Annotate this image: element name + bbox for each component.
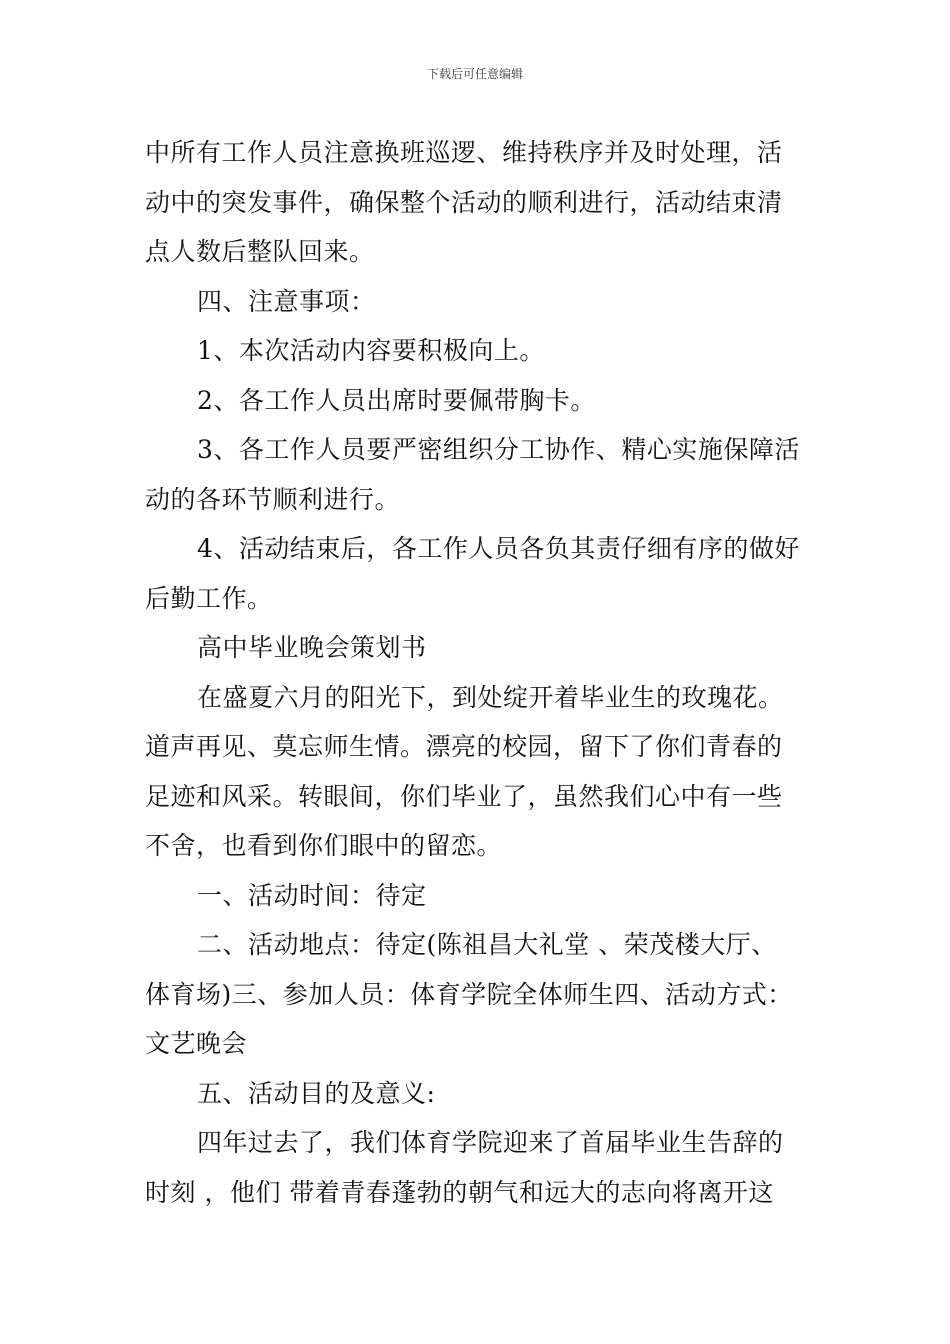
list-item: 4、活动结束后，各工作人员各负其责仔细有序的做好 (197, 534, 800, 563)
text-line: 文艺晚会 (145, 1029, 248, 1058)
document-title: 高中毕业晚会策划书 (197, 633, 427, 662)
text-line: 足迹和风采。转眼间，你们毕业了，虽然我们心中有一些 (145, 781, 783, 811)
paragraph-line: 在盛夏六月的阳光下，到处绽开着毕业生的玫瑰花。 (197, 682, 784, 712)
text-line: 中所有工作人员注意换班巡逻、维持秩序并及时处理，活 (145, 138, 783, 167)
section-heading: 一、活动时间：待定 (197, 880, 427, 910)
section-heading: 二、活动地点：待定(陈祖昌大礼堂 、荣茂楼大厅、 (197, 930, 777, 959)
list-item: 1、本次活动内容要积极向上。 (197, 336, 545, 365)
page-header: 下载后可任意编辑 (426, 67, 523, 81)
text-line: 动的各环节顺利进行。 (145, 484, 401, 514)
document-body (145, 128, 810, 1217)
paragraph-line: 四年过去了，我们体育学院迎来了首届毕业生告辞的 (197, 1128, 784, 1157)
text-line: 体育场)三、参加人员：体育学院全体师生四、活动方式： (145, 979, 793, 1009)
section-heading: 四、注意事项： (197, 286, 376, 316)
text-line: 道声再见、莫忘师生情。漂亮的校园，留下了你们青春的 (145, 732, 783, 761)
text-line: 不舍，也看到你们眼中的留恋。 (145, 831, 503, 860)
section-heading: 五、活动目的及意义: (197, 1078, 436, 1108)
list-item: 3、各工作人员要严密组织分工协作、精心实施保障活 (197, 435, 800, 464)
list-item: 2、各工作人员出席时要佩带胸卡。 (197, 385, 596, 415)
text-line: 点人数后整队回来。 (145, 237, 375, 266)
text-line: 动中的突发事件，确保整个活动的顺利进行，活动结束清 (145, 187, 783, 217)
text-line: 时刻 ，他们 带着青春蓬勃的朝气和远大的志向将离开这 (145, 1177, 774, 1207)
text-line: 后勤工作。 (145, 583, 273, 613)
